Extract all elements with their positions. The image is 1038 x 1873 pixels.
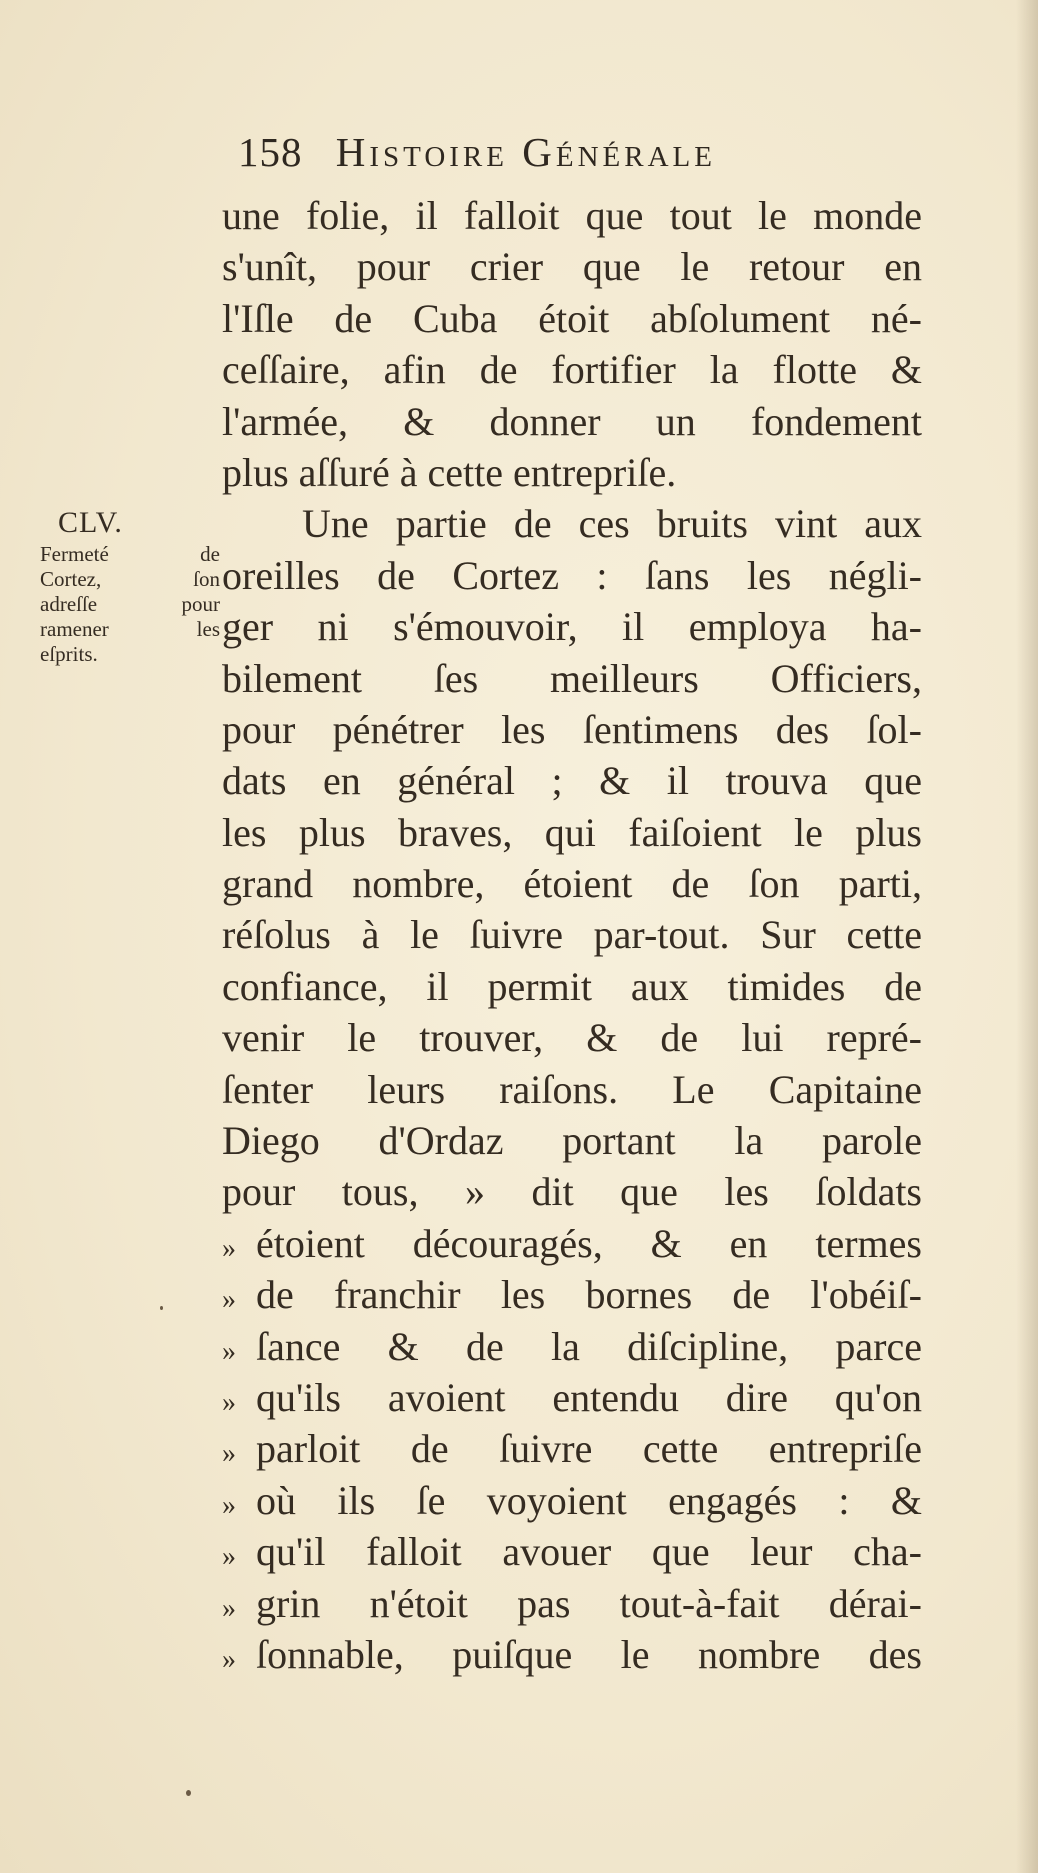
text-line: ger ni s'émouvoir, il employa ha- — [222, 604, 922, 650]
margin-note-line: adreſſe pour — [40, 592, 220, 616]
page-number: 158 — [238, 129, 303, 175]
page-edge-shadow — [1016, 0, 1038, 1873]
quote-mark: » — [222, 1284, 236, 1316]
text-line: venir le trouver, & de lui repré- — [222, 1015, 922, 1061]
text-line: l'armée, & donner un fondement — [222, 398, 922, 444]
quote-mark: » — [222, 1541, 236, 1573]
quoted-line — [222, 1629, 922, 1680]
quoted-line — [222, 1423, 922, 1474]
quoted-line — [222, 1321, 922, 1372]
margin-note-line: Fermeté de — [40, 542, 220, 566]
text-line: confiance, il permit aux timides de — [222, 963, 922, 1009]
quote-mark: » — [222, 1386, 236, 1418]
text-line: réſolus à le ſuivre par-tout. Sur cette — [222, 912, 922, 958]
margin-note-line: Cortez, ſon — [40, 567, 220, 591]
quote-mark: » — [222, 1232, 236, 1264]
text-line: une folie, il falloit que tout le monde — [222, 193, 922, 238]
text-line: pour tous, » dit que les ſoldats — [222, 1169, 922, 1215]
text-line: oreilles de Cortez : ſans les négli- — [222, 552, 922, 598]
quote-mark: » — [222, 1643, 236, 1675]
text-line: grand nombre, étoient de ſon parti, — [222, 861, 922, 907]
quote-mark: » — [222, 1489, 236, 1521]
quoted-text: où ils ſe voyoient engagés : & — [256, 1477, 922, 1523]
running-title: Histoire Générale — [335, 129, 716, 175]
quoted-text: étoient découragés, & en termes — [256, 1220, 922, 1266]
quoted-line — [222, 1475, 922, 1526]
ink-speck — [160, 1306, 163, 1310]
text-line: ſenter leurs raiſons. Le Capitaine — [222, 1066, 922, 1112]
margin-note-line: eſprits. — [40, 642, 98, 666]
quoted-text: ſonnable, puiſque le nombre des — [256, 1631, 922, 1677]
quote-mark: » — [222, 1592, 236, 1624]
text-line: pour pénétrer les ſentimens des ſol- — [222, 706, 922, 752]
text-line: plus aſſuré à cette entrepriſe. — [222, 449, 677, 495]
quote-mark: » — [222, 1335, 236, 1367]
quoted-line — [222, 1578, 922, 1629]
margin-note-line: ramener les — [40, 617, 220, 641]
text-line: dats en général ; & il trouva que — [222, 758, 922, 804]
marginal-note — [40, 504, 220, 667]
quoted-line — [222, 1269, 922, 1320]
running-header — [238, 128, 878, 188]
quoted-line — [222, 1218, 922, 1269]
text-line: Une partie de ces bruits vint aux — [302, 501, 922, 547]
text-line: les plus braves, qui faiſoient le plus — [222, 809, 922, 855]
text-line: l'Iſle de Cuba étoit abſolument né- — [222, 295, 922, 341]
quoted-text: de franchir les bornes de l'obéiſ- — [256, 1272, 922, 1318]
quote-mark: » — [222, 1438, 236, 1470]
text-line: bilement ſes meilleurs Officiers, — [222, 655, 922, 701]
quoted-text: qu'il falloit avouer que leur cha- — [256, 1529, 922, 1575]
quoted-text: ſance & de la diſcipline, parce — [256, 1323, 922, 1369]
text-line: s'unît, pour crier que le retour en — [222, 244, 922, 290]
quoted-line — [222, 1526, 922, 1577]
quoted-text: qu'ils avoient entendu dire qu'on — [256, 1374, 922, 1420]
quoted-text: parloit de ſuivre cette entrepriſe — [256, 1426, 922, 1472]
section-number: CLV. — [58, 506, 123, 539]
text-line: Diego d'Ordaz portant la parole — [222, 1118, 922, 1164]
quoted-line — [222, 1372, 922, 1423]
quoted-text: grin n'étoit pas tout-à-fait dérai- — [256, 1580, 922, 1626]
ink-speck — [186, 1790, 191, 1796]
body-text — [222, 190, 922, 1680]
text-line: ceſſaire, afin de fortifier la flotte & — [222, 347, 922, 393]
